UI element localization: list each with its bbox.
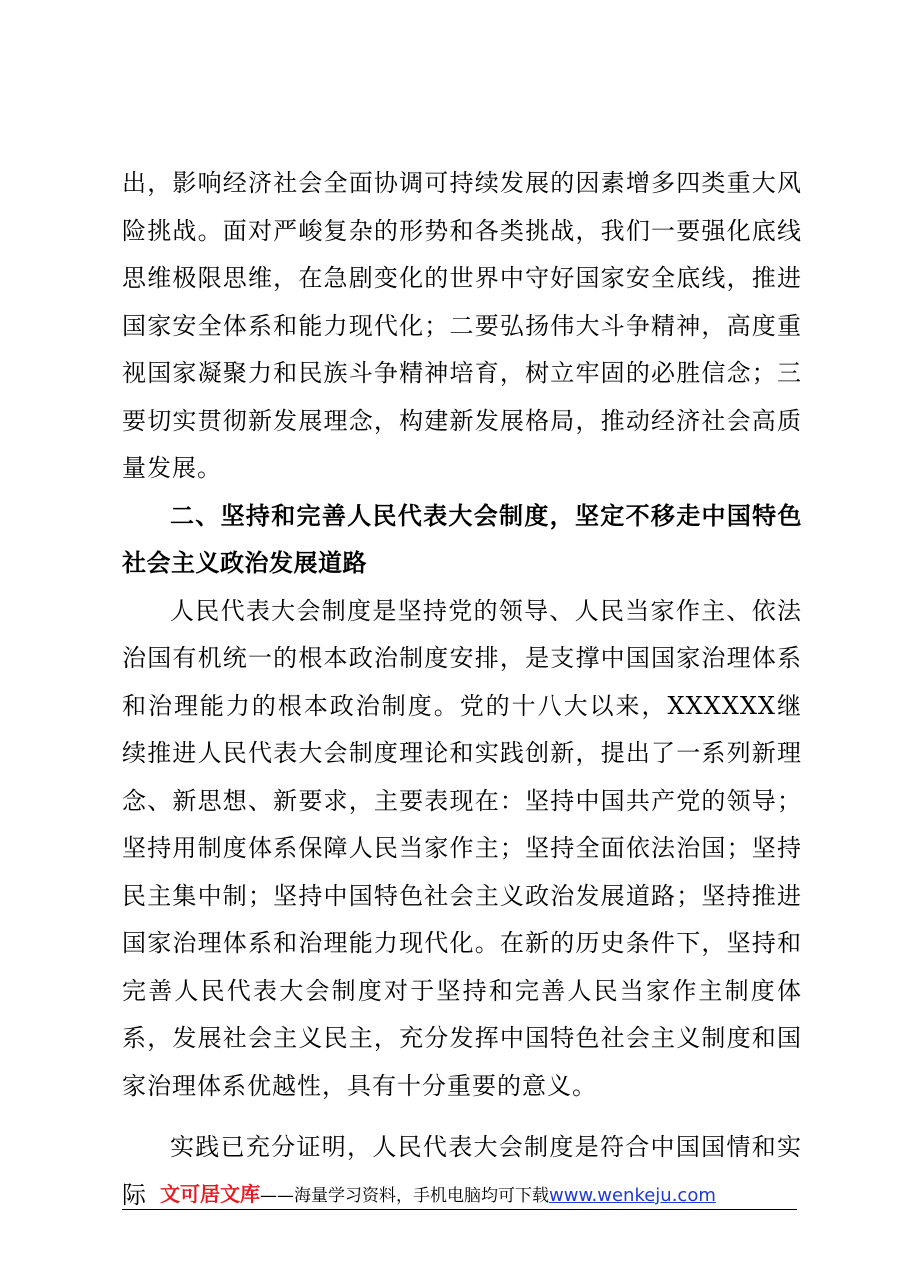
paragraph-continuation: 出，影响经济社会全面协调可持续发展的因素增多四类重大风险挑战。面对严峻复杂的形势和各类挑战，我们一要强化底线思维极限思维，在急剧变化的世界中守好国家安全底线，推进国家安全体系和能力现代化；二要弘扬伟大斗争精神，高度重视国家凝聚力和民族斗争精神培育，树立牢固的必胜信念；三要切实贯彻新发展理念，构建新发展格局，推动经济社会高质量发展。: [122, 169, 802, 482]
footer-text: [160, 1181, 716, 1209]
section-heading: 二、坚持和完善人民代表大会制度，坚定不移走中国特色社会主义政治发展道路: [122, 501, 802, 577]
footer-brand: 文可居文库: [160, 1182, 260, 1206]
paragraph-body: 实践已充分证明，人民代表大会制度是符合中国国情和实际: [122, 1133, 802, 1209]
footer-website-link[interactable]: www.wenkeju.com: [549, 1185, 716, 1206]
footer-slogan: ——海量学习资料，手机电脑均可下载: [260, 1186, 549, 1206]
footer-divider: [122, 1209, 797, 1210]
paragraph-body: 人民代表大会制度是坚持党的领导、人民当家作主、依法治国有机统一的根本政治制度安排，是支撑中国国家治理体系和治理能力的根本政治制度。党的十八大以来，XXXXXX继续推进人民代表大会制度理论和实践创新，提出了一系列新理念、新思想、新要求，主要表现在：坚持中国共产党的领导；坚持用制度体系保障人民当家作主；坚持全面依法治国；坚持民主集中制；坚持中国特色社会主义政治发展道路；坚持推进国家治理体系和治理能力现代化。在新的历史条件下，坚持和完善人民代表大会制度对于坚持和完善人民当家作主制度体系，发展社会主义民主，充分发挥中国特色社会主义制度和国家治理体系优越性，具有十分重要的意义。: [122, 596, 802, 1100]
document-body: [122, 160, 802, 1219]
